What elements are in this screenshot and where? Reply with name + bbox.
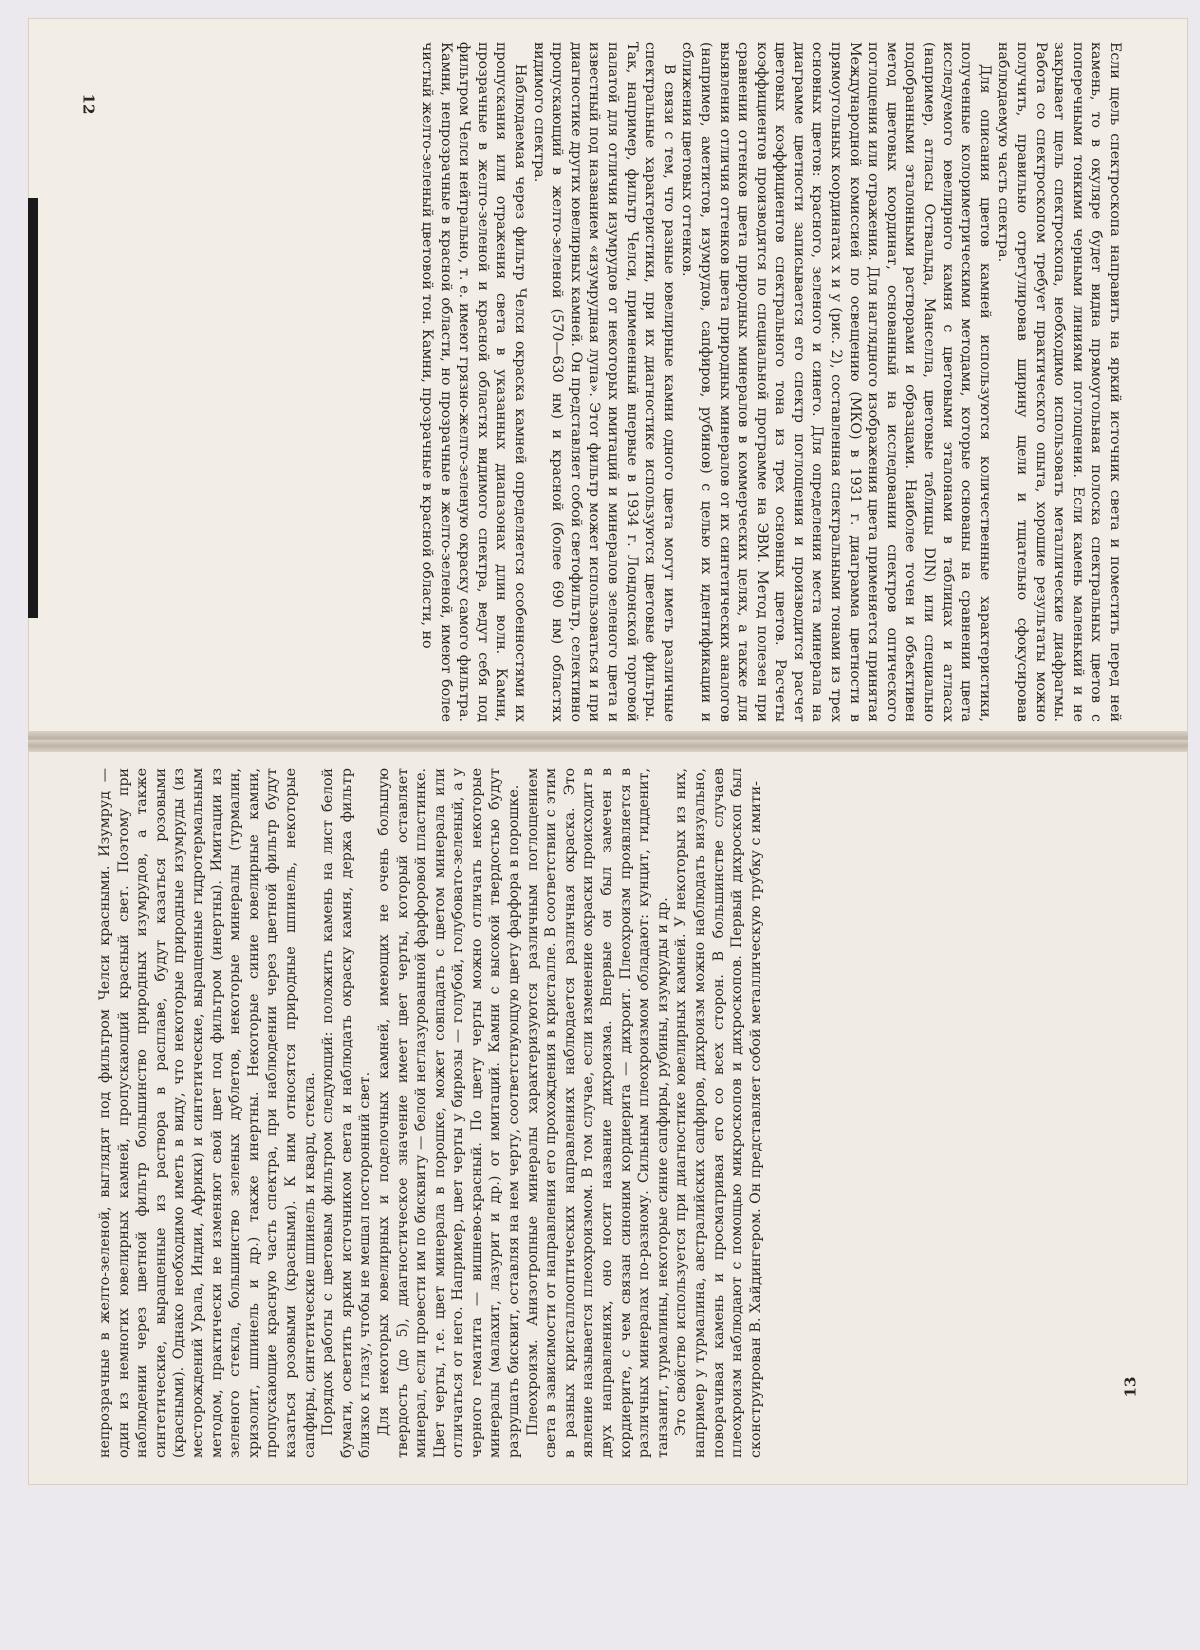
paragraph: Для некоторых ювелирных и поделочных камней, имеющих не очень большую твердость (до 5), диагностическое значение имеет цвет черты, который оставляет минерал, если провести им по бисквиту — белой неглазурованной фарфоровой пластинке. Цвет черты, т.е. цвет минерала в порошке, может совпадать с цветом минерала или отличаться от него. Например, цвет черты у бирюзы — голубой, голубовато-зеленый, а у черного гематита — вишнево-красный. По цвету черты можно отличать некоторые минералы (малахит, лазурит и др.) от имитаций. Камни с высокой твердостью будут разрушать бисквит, оставляя на нем черту, соответствующую цвету фарфора в порошке. [375,767,523,1458]
paragraph: Порядок работы с цветовым фильтром следующий: положить камень на лист белой бумаги, осветить ярким источником света и наблюдать окраску камня, держа фильтр близко к глазу, чтобы не мешал посторонний свет. [320,767,374,1458]
paragraph: В связи с тем, что разные ювелирные камни одного цвета могут иметь различные спектральные характеристики, при их диагностике используются цветовые фильтры. Так, например, фильтр Челси, примененный впервые в 1934 г. Лондонской торговой палатой для отличия изумрудов от некоторых имитаций и минералов зеленого цвета и известный под названием «изумрудная лупа». Этот фильтр может использоваться и при диагностике других ювелирных камней. Он представляет собой светофильтр, селективно пропускающий в желто-зеленой (570—630 нм) и красной (более 690 нм) областях видимого спектра. [530,41,677,722]
paragraph: Это свойство используется при диагностике ювелирных камней. У некоторых из них, например у турмалина, австралийских сапфиров, дихроизм можно наблюдать визуально, поворачивая камень и просматривая его со всех сторон. В большинстве случаев плеохроизм наблюдают с помощью микроскопов и дихроскопов. Первый дихроскоп был сконструирован В. Хайдингером. Он представляет собой металлическую трубку с имити- [673,767,764,1458]
paragraph: непрозрачные в желто-зеленой, выглядят под фильтром Челси красными. Изумруд — один из немногих ювелирных камней, пропускающий красный свет. Поэтому при наблюдении через цветной фильтр большинство природных изумрудов, а также синтетические, выращенные из раствора в расплаве, будут казаться розовыми (красными). Однако необходимо иметь в виду, что некоторые природные изумруды (из месторождений Урала, Индии, Африки) и синтетические, выращенные гидротермальным методом, практически не изменяют свой цвет под фильтром (инертны). Имитации из зеленого стекла, большинство зеленых дублетов, некоторые минералы (турмалин, хризолит, шпинель и др.) также инертны. Некоторые синие ювелирные камни, пропускающие красную часть спектра, при наблюдении через цветной фильтр будут казаться розовыми (красными). К ним относятся природные шпинель, некоторые сапфиры, синтетические шпинель и кварц, стекла. [97,767,318,1458]
paragraph: Плеохроизм. Анизотропные минералы характеризуются различным поглощением света в зависимости от направления его прохождения в кристалле. В соответствии с этим в разных кристаллооптических направлениях наблюдается различная окраска. Это явление называется плеохроизмом. В том случае, если изменение окраски происходит в двух направлениях, оно носит название дихроизма. Впервые он был замечен в кордиерите, с чем связан синоним кордиерита — дихроит. Плеохроизм проявляется в различных минералах по-разному. Сильным плеохроизмом обладают: кунцит, гидденит, танзанит, турмалины, некоторые синие сапфиры, рубины, изумруды и др. [524,767,671,1458]
paragraph: Наблюдаемая через фильтр Челси окраска камней определяется особенностями их пропускания или отражения света в указанных диапазонах длин волн. Камни, прозрачные в желто-зеленой и красной областях видимого спектра, ведут себя под фильтром Челси нейтрально, т. е. имеют грязно-желто-зеленую окраску самого фильтра. Камни, непрозрачные в красной области, но прозрачные в желто-зеленой, имеют более чистый желто-зеленый цветовой тон. Камни, прозрачные в красной области, но [419,41,528,722]
book-page-bottom [28,740,1188,1485]
paragraph: Для описания цветов камней используются количественные характеристики, полученные колориметрическими методами, которые основаны на сравнении цвета исследуемого ювелирного камня с цветовыми эталонами в таблицах и атласах (например, атласы Оствальда, Манселла, цветовые таблицы DIN) или специально подобранными эталонными растворами и образцами. Наиболее точен и объективен метод цветовых координат, основанный на исследовании спектров оптического поглощения или отражения. Для наглядного изображения цвета применяется принятая Международной комиссией по освещению (МКО) в 1931 г. диаграмма цветности в прямоугольных координатах x и y (рис. 2), составленная спектральными тонами из трех основных цветов: красного, зеленого и синего. Для определения места минерала на диаграмме цветности записывается его спектр поглощения и производится расчет цветовых коэффициентов спектрального тона из трех основных цветов. Расчеты коэффициентов производятся по специальной программе на ЭВМ. Метод полезен при сравнении оттенков цвета природных минералов в коммерческих целях, а также для выявления отличия оттенков цвета природных минералов от их синтетических аналогов (например, аметистов, изумрудов, сапфиров, рубинов) с целью их идентификации и сближения цветовых оттенков. [679,41,993,722]
page-edge-shadow [28,198,38,618]
page-number: 13 [1121,1376,1140,1398]
book-spine-shadow [28,740,1188,752]
page-text-column [90,768,1126,1458]
paragraph: Если щель спектроскопа направить на яркий источник света и поместить перед ней камень, то в окуляре будет видна прямоугольная полоска спектральных цветов с поперечными тонкими черными линиями поглощения. Если камень маленький и не закрывает щель спектроскопа, необходимо использовать металлические диафрагмы. Работа со спектроскопом требует практического опыта, хорошие результаты можно получить, правильно отрегулировав ширину щели и тщательно сфокусировав наблюдаемую часть спектра. [995,41,1123,722]
book-page-top [28,18,1188,745]
page-text-column [84,42,1132,722]
page-number: 12 [79,93,98,115]
